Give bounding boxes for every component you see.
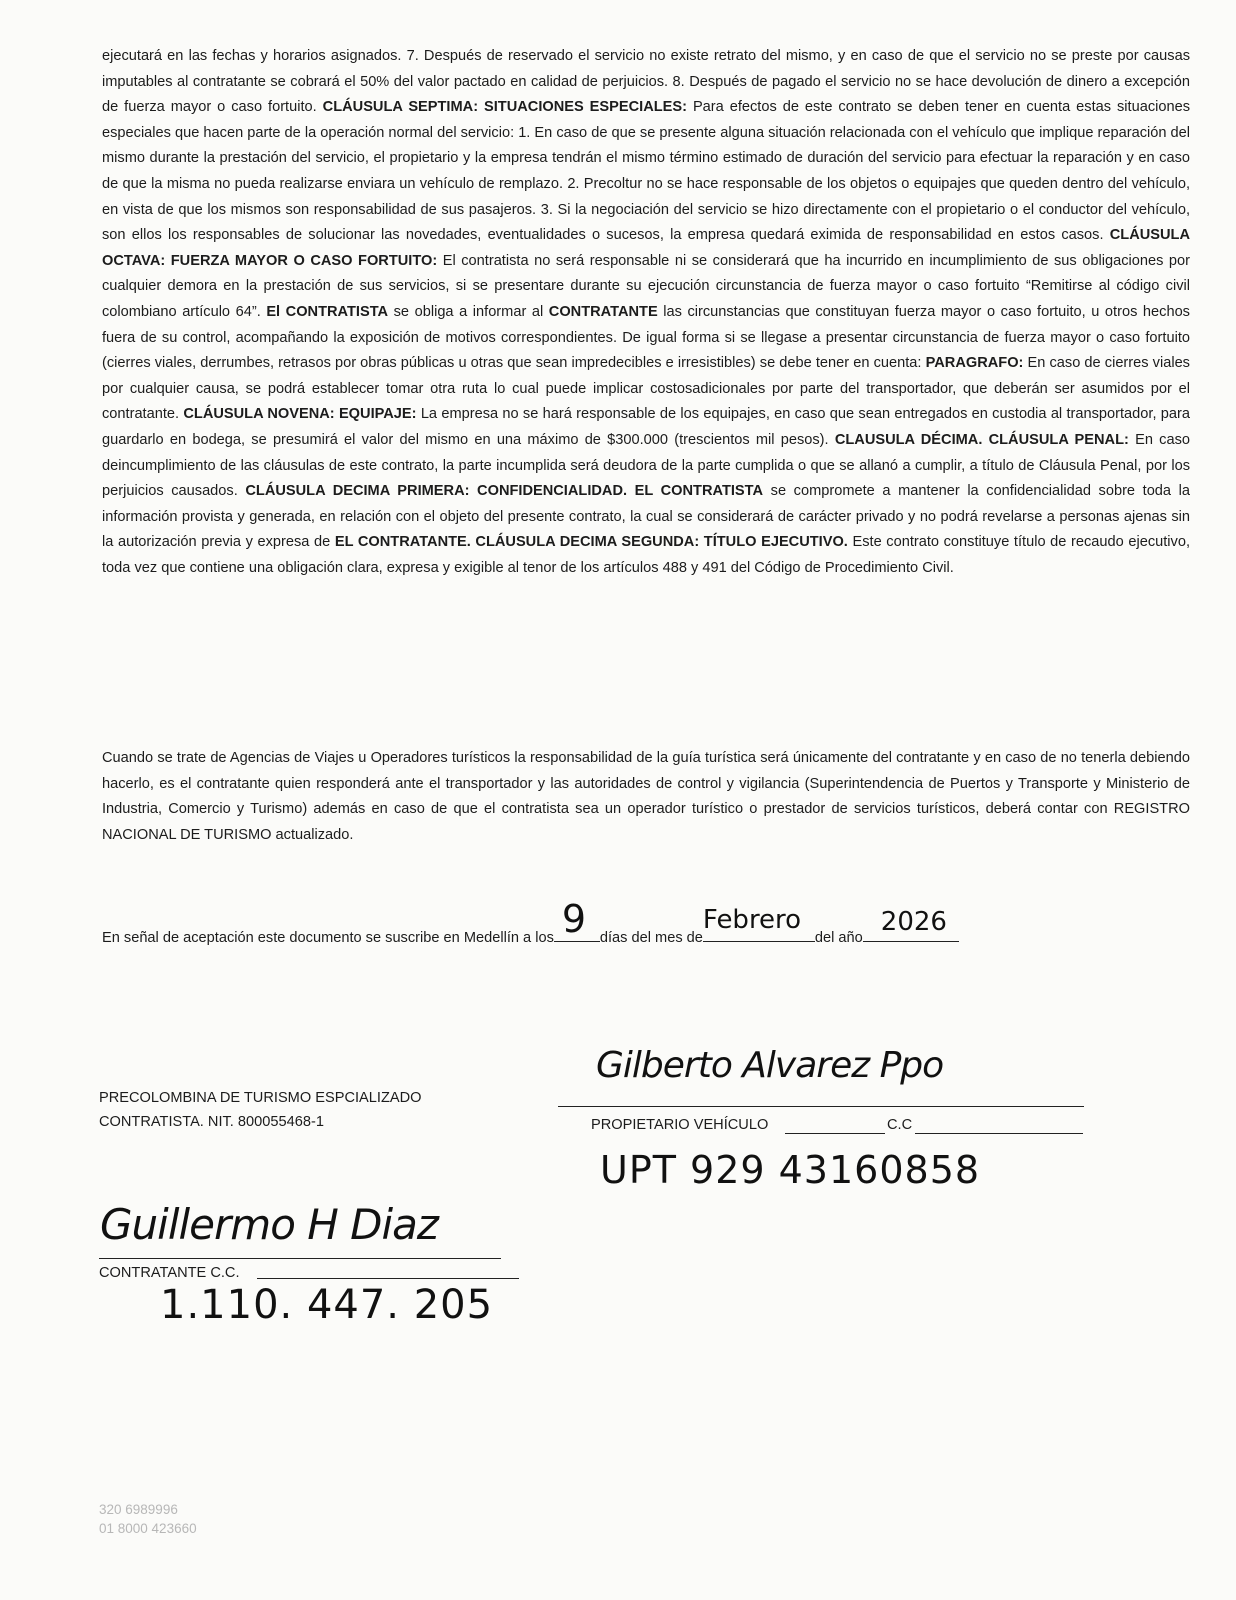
footer-phone-2: 01 8000 423660 [99,1521,197,1536]
signing-text-part1: En señal de aceptación este documento se suscribe en Medellín a los [102,930,554,946]
contratante-label: CONTRATANTE C.C. [99,1265,240,1281]
clause-heading: EL CONTRATANTE. CLÁUSULA DECIMA SEGUNDA: TÍTULO EJECUTIVO. [334,534,848,551]
propietario-cc-label: C.C [887,1117,913,1133]
handwritten-month: Febrero [702,905,802,935]
handwritten-year: 2026 [880,907,947,937]
month-blank [702,905,815,942]
clause-text: se obliga a informar al [388,303,549,320]
contract-clauses-paragraph [102,44,1190,581]
clause-text: El contratista no será responsable ni se considerará que ha incurrido en incumplimiento de sus obligaciones por cualquier demora en la prestación de sus servicios, si se presentare durante su ejecución circunstancia de fuerza mayor o caso fortuito “Remitirse al código civil colombiano artículo 64”. [102,252,1190,320]
clause-heading: CLÁUSULA OCTAVA: FUERZA MAYOR O CASO FORTUITO: [102,227,1190,269]
propietario-signature: Gilberto Alvarez Ppo [596,1045,944,1086]
signing-date-line [102,897,959,946]
clause-heading: PARAGRAFO: [925,355,1024,372]
clause-heading: CLÁUSULA SEPTIMA: SITUACIONES ESPECIALES: [322,99,687,116]
contratante-signature-line [99,1258,501,1259]
day-blank [554,897,600,942]
clause-text: se compromete a mantener la confidencialidad sobre toda la información provista y generada, en relación con el objeto del presente contrato, la cual se considerará de carácter privado y no podrá revelarse a personas ajenas sin la autorización previa y expresa de [102,483,1190,551]
signing-text-part2: días del mes de [599,930,703,946]
clause-heading: CLÁUSULA DECIMA PRIMERA: CONFIDENCIALIDAD. EL CONTRATISTA [245,483,764,500]
contratante-signature: Guillermo H Diaz [100,1200,438,1249]
clause-text: las circunstancias que constituyan fuerza mayor o caso fortuito, u otros hechos fuera de su control, acompañando la exposición de motivos correspondientes. De igual forma si se llegase a presentar circunstancia de fuerza mayor o caso fortuito (cierres viales, derrumbes, retrasos por obras públicas u otras que sean impredecibles e irresistibles) se debe tener en cuenta: [102,303,1190,372]
contratista-name: PRECOLOMBINA DE TURISMO ESPCIALIZADO [99,1090,422,1106]
agencies-paragraph: Cuando se trate de Agencias de Viajes u Operadores turísticos la responsabilidad de la guía turística será únicamente del contratante y en caso de no tenerla debiendo hacerlo, es el contratante quien responderá ante el transportador y las autoridades de control y vigilancia (Superintendencia de Puertos y Transporte y Ministerio de Industria, Comercio y Turismo) además en caso de que el contratista sea un operador turístico o prestador de servicios turísticos, deberá contar con REGISTRO NACIONAL DE TURISMO actualizado. [102,750,1190,843]
clause-text: En caso deincumplimiento de las cláusulas de este contrato, la parte incumplida será deudora de la parte cumplida o que se allanó a cumplir, a título de Cláusula Penal, por los perjuicios causados. [102,431,1190,500]
propietario-signature-line [558,1106,1084,1107]
clause-text: Para efectos de este contrato se deben tener en cuenta estas situaciones especiales que hacen parte de la operación normal del servicio: 1. En caso de que se presente alguna situación relacionada con el vehículo que implique reparación del mismo durante la prestación del servicio, el propietario y la empresa tendrán el mismo término estimado de duración del servicio para efectuar la reparación y en caso de que la misma no pueda realizarse enviara un vehículo de remplazo. 2. Precoltur no se hace responsable de los objetos o equipajes que queden dentro del vehículo, en vista de que los mismos son responsabilidad de sus pasajeros. 3. Si la negociación del servicio se hizo directamente con el propietario o el conductor del vehículo, son ellos los responsables de solucionar las novedades, eventualidades o sucesos, la empresa quedará eximida de responsabilidad en estos casos. [102,99,1191,244]
clause-heading: El CONTRATISTA [266,303,389,320]
propietario-handwritten-id: UPT 929 43160858 [600,1148,981,1192]
clause-text: Este contrato constituye título de recaudo ejecutivo, toda vez que contiene una obligación clara, expresa y exigible al tenor de los artículos 488 y 491 del Código de Procedimiento Civil. [102,534,1191,576]
clause-heading: CLÁUSULA NOVENA: EQUIPAJE: [183,406,417,423]
propietario-blank-line [785,1133,885,1134]
year-blank [863,907,959,942]
clause-text: En caso de cierres viales por cualquier causa, se podrá establecer tomar otra ruta lo cual puede implicar costosadicionales por parte del transportador, que deberán ser asumidos por el contratante. [102,355,1190,423]
handwritten-day: 9 [561,897,587,941]
footer-phone-1: 320 6989996 [99,1502,178,1517]
signing-text-part3: del año [814,930,863,946]
propietario-label: PROPIETARIO VEHÍCULO [591,1117,769,1133]
clause-text: ejecutará en las fechas y horarios asignados. 7. Después de reservado el servicio no existe retrato del mismo, y en caso de que el servicio no se preste por causas imputables al contratante se cobrará el 50% del valor pactado en calidad de perjuicios. 8. Después de pagado el servicio no se hace devolución de dinero a excepción de fuerza mayor o caso fortuito. [102,48,1190,116]
propietario-cc-line [915,1133,1083,1134]
clause-heading: CONTRATANTE [548,303,658,320]
clause-text: La empresa no se hará responsable de los equipajes, en caso que sean entregados en custodia al transportador, para guardarlo en bodega, se presumirá el valor del mismo en una máximo de $300.000 (trescientos mil pesos). [102,406,1190,448]
contratista-nit: CONTRATISTA. NIT. 800055468-1 [99,1114,324,1130]
contratante-handwritten-id: 1.110. 447. 205 [160,1282,494,1328]
footer-contact [99,1500,197,1538]
contratante-cc-line [257,1278,519,1279]
clause-heading: CLAUSULA DÉCIMA. CLÁUSULA PENAL: [834,431,1129,448]
